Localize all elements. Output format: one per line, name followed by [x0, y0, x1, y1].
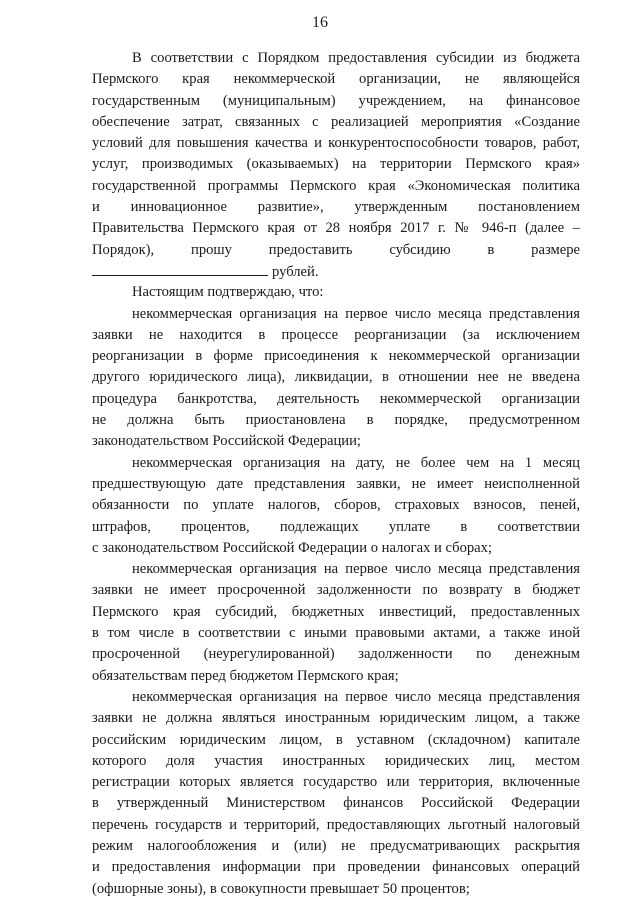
text-line: Пермского края субсидий, бюджетных инвестиций, предоставленных: [92, 603, 580, 620]
text-line: реорганизации в форме присоединения к некоммерческой организации: [92, 348, 580, 365]
text-line: не должна быть приостановлена в порядке, предусмотренном: [92, 412, 580, 429]
text-line: перечень государств и территорий, предоставляющих льготный налоговый: [92, 816, 580, 833]
text-line: условий для повышения качества и конкурентоспособности товаров, работ,: [92, 135, 580, 152]
text-line: регистрации которых является государство или территория, включенные: [92, 774, 580, 791]
text-line: обязанности по уплате налогов, сборов, страховых взносов, пеней,: [92, 497, 580, 514]
text-line: обеспечение затрат, связанных с реализацией мероприятия «Создание: [92, 113, 580, 130]
amount-line: [92, 261, 580, 282]
paragraph: [92, 559, 580, 687]
page-number: 16: [312, 14, 328, 31]
text-line: заявки не имеет просроченной задолженности по возврату в бюджет: [92, 582, 580, 599]
text-line: Правительства Пермского края от 28 ноября 2017 г. № 946-п (далее –: [92, 220, 580, 237]
paragraph: [92, 453, 580, 559]
text-line: которого доля участия иностранных юридических лиц, местом: [92, 752, 580, 769]
text-line: законодательством Российской Федерации;: [92, 433, 361, 450]
paragraph: [92, 282, 580, 303]
text-line: некоммерческая организация на дату, не более чем на 1 месяц: [132, 454, 580, 471]
amount-blank-field: [92, 261, 268, 276]
text-line: государственным (муниципальным) учреждением, на финансовое: [92, 92, 580, 109]
text-line: Настоящим подтверждаю, что:: [132, 284, 324, 301]
text-line: с законодательством Российской Федерации о налогах и сборах;: [92, 539, 493, 556]
amount-unit: рублей.: [272, 263, 319, 280]
document-body: [92, 48, 580, 900]
text-line: процедура банкротства, деятельность некоммерческой организации: [92, 390, 580, 407]
text-line: другого юридического лица), ликвидации, в отношении нее не введена: [92, 369, 580, 386]
text-line: в том числе в соответствии с иными правовыми актами, а также иной: [92, 625, 580, 642]
text-line: и предоставления информации при проведении финансовых операций: [92, 859, 580, 876]
paragraph: [92, 48, 580, 282]
text-line: режим налогообложения и (или) не предусматривающих раскрытия: [92, 837, 580, 854]
text-line: Порядок), прошу предоставить субсидию в размере: [92, 241, 580, 258]
text-line: В соответствии с Порядком предоставления субсидии из бюджета: [132, 50, 580, 66]
paragraph: [92, 687, 580, 900]
text-line: заявки не находится в процессе реорганизации (за исключением: [92, 326, 580, 343]
text-line: российским юридическим лицом, в уставном (складочном) капитале: [92, 731, 580, 748]
paragraph: [92, 304, 580, 453]
text-line: некоммерческая организация на первое число месяца представления: [132, 688, 580, 705]
text-line: Пермского края некоммерческой организации, не являющейся: [92, 71, 580, 88]
text-line: (офшорные зоны), в совокупности превышает 50 процентов;: [92, 880, 470, 897]
text-line: некоммерческая организация на первое число месяца представления: [132, 305, 580, 322]
text-line: штрафов, процентов, подлежащих уплате в соответствии: [92, 518, 580, 535]
text-line: обязательствам перед бюджетом Пермского края;: [92, 667, 399, 684]
text-line: услуг, производимых (оказываемых) на территории Пермского края»: [92, 156, 580, 173]
text-line: и инновационное развитие», утвержденным постановлением: [92, 199, 580, 216]
text-line: некоммерческая организация на первое число месяца представления: [132, 561, 580, 578]
text-line: в утвержденный Министерством финансов Российской Федерации: [92, 795, 580, 812]
text-line: государственной программы Пермского края «Экономическая политика: [92, 177, 580, 194]
text-line: просроченной (неурегулированной) задолженности по денежным: [92, 646, 580, 663]
text-line: предшествующую дате представления заявки, не имеет неисполненной: [92, 475, 580, 492]
text-line: заявки не должна являться иностранным юридическим лицом, а также: [92, 710, 580, 727]
